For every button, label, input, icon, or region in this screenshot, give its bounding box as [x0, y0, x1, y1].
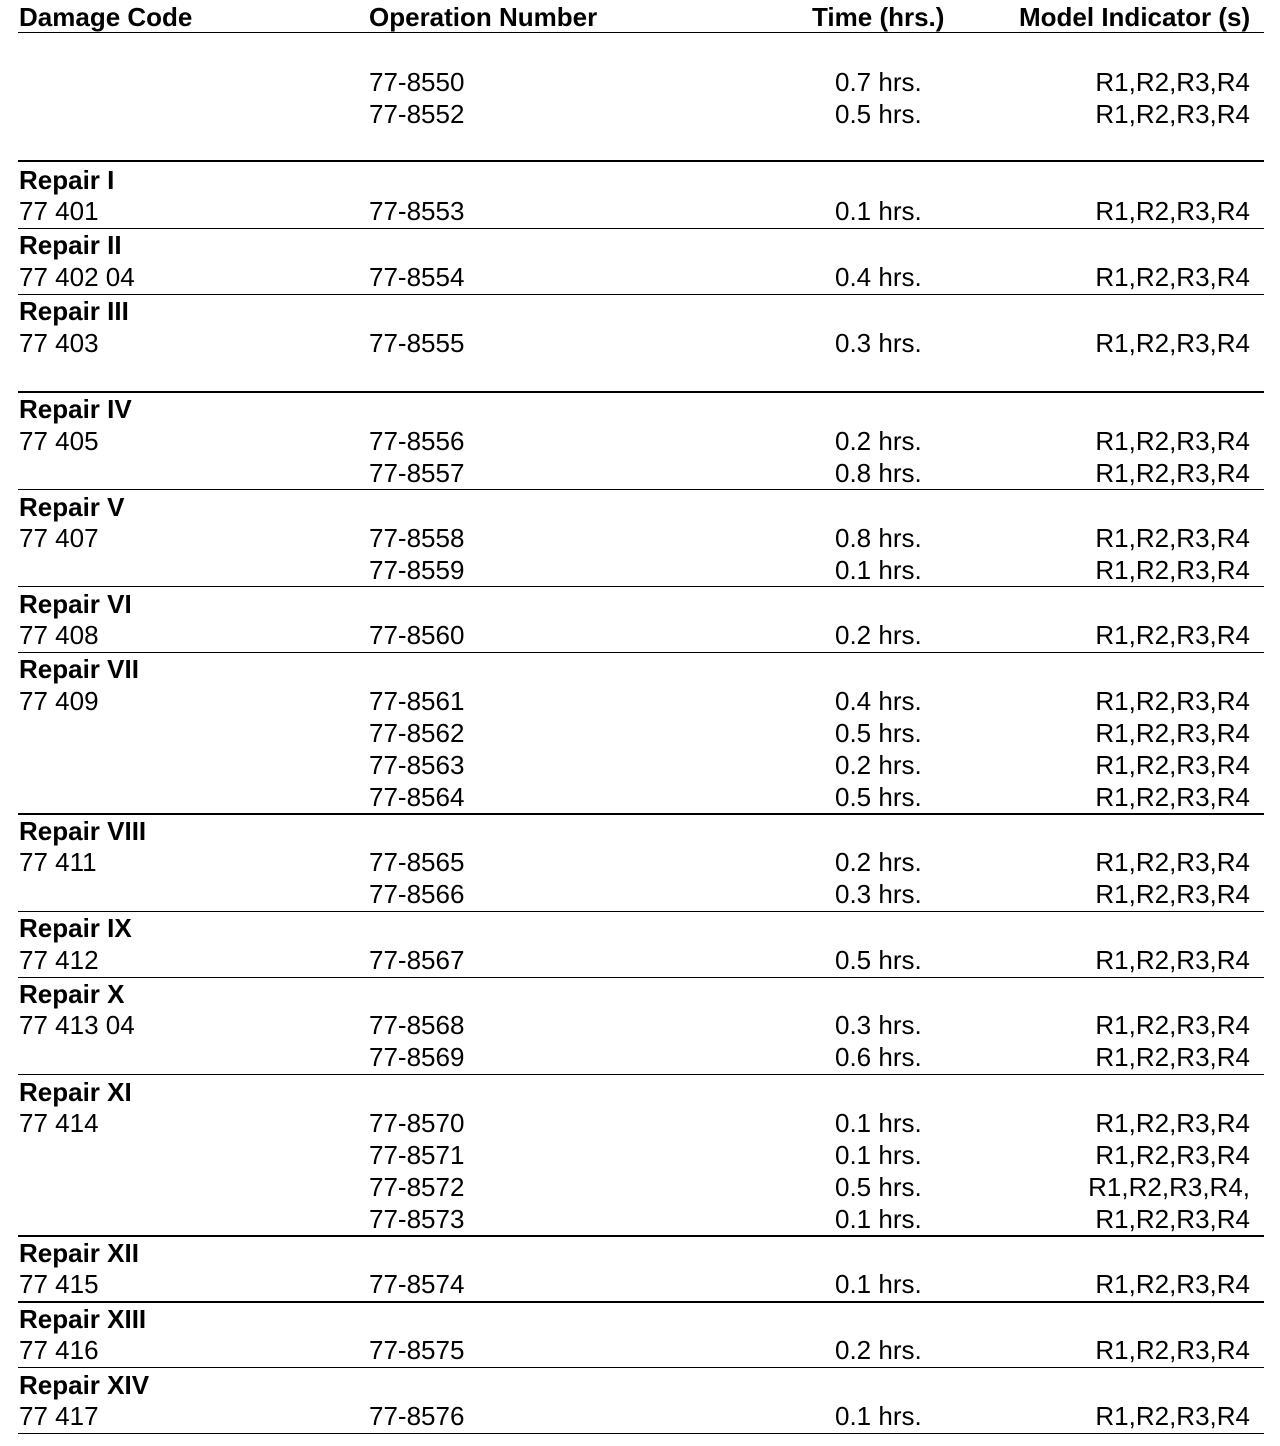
header-rule: [18, 32, 1264, 33]
operation-time: 0.4 hrs.: [835, 262, 922, 292]
operation-time: 0.2 hrs.: [835, 847, 922, 877]
operation-number: 77-8576: [369, 1401, 465, 1431]
model-indicator: R1,R2,R3,R4: [1095, 1010, 1250, 1040]
operation-number: 77-8558: [369, 523, 465, 553]
model-indicator: R1,R2,R3,R4: [1095, 196, 1250, 226]
operation-time: 0.2 hrs.: [835, 750, 922, 780]
operation-number: 77-8565: [369, 847, 465, 877]
operation-time: 0.3 hrs.: [835, 1010, 922, 1040]
operation-number: 77-8572: [369, 1172, 465, 1202]
repair-title: Repair IX: [19, 913, 132, 943]
model-indicator: R1,R2,R3,R4: [1095, 1401, 1250, 1431]
model-indicator: R1,R2,R3,R4: [1095, 262, 1250, 292]
operation-number: 77-8563: [369, 750, 465, 780]
group-divider: [18, 1074, 1264, 1075]
operation-time: 0.4 hrs.: [835, 686, 922, 716]
operation-number: 77-8568: [369, 1010, 465, 1040]
operation-number: 77-8552: [369, 99, 465, 129]
model-indicator: R1,R2,R3,R4: [1095, 328, 1250, 358]
model-indicator: R1,R2,R3,R4: [1095, 1335, 1250, 1365]
model-indicator: R1,R2,R3,R4: [1095, 620, 1250, 650]
group-divider: [18, 652, 1264, 653]
operation-time: 0.3 hrs.: [835, 879, 922, 909]
repair-title: Repair VII: [19, 654, 139, 684]
group-divider: [18, 1301, 1264, 1303]
group-divider: [18, 489, 1264, 490]
model-indicator: R1,R2,R3,R4: [1095, 1140, 1250, 1170]
damage-code: 77 405: [19, 426, 99, 456]
header-model-indicator: Model Indicator (s): [1019, 2, 1251, 32]
group-divider: [18, 228, 1264, 229]
operation-number: 77-8550: [369, 67, 465, 97]
operation-number: 77-8556: [369, 426, 465, 456]
model-indicator: R1,R2,R3,R4: [1095, 879, 1250, 909]
model-indicator: R1,R2,R3,R4: [1095, 523, 1250, 553]
repair-title: Repair XII: [19, 1238, 139, 1268]
repair-title: Repair V: [19, 492, 125, 522]
group-divider: [18, 813, 1264, 815]
operation-number: 77-8566: [369, 879, 465, 909]
damage-code: 77 408: [19, 620, 99, 650]
operation-number: 77-8569: [369, 1042, 465, 1072]
operation-number: 77-8561: [369, 686, 465, 716]
operation-time: 0.1 hrs.: [835, 1204, 922, 1234]
repair-title: Repair XI: [19, 1077, 132, 1107]
model-indicator: R1,R2,R3,R4: [1095, 750, 1250, 780]
damage-code: 77 407: [19, 523, 99, 553]
damage-code: 77 414: [19, 1108, 99, 1138]
operation-number: 77-8574: [369, 1269, 465, 1299]
operation-time: 0.2 hrs.: [835, 620, 922, 650]
model-indicator: R1,R2,R3,R4: [1095, 458, 1250, 488]
operation-time: 0.1 hrs.: [835, 196, 922, 226]
operation-time: 0.5 hrs.: [835, 945, 922, 975]
damage-code: 77 413 04: [19, 1010, 135, 1040]
operation-number: 77-8564: [369, 782, 465, 812]
group-divider: [18, 977, 1264, 978]
operation-number: 77-8567: [369, 945, 465, 975]
header-time: Time (hrs.): [812, 2, 945, 32]
group-divider: [18, 160, 1264, 162]
group-divider: [18, 1235, 1264, 1237]
model-indicator: R1,R2,R3,R4: [1095, 555, 1250, 585]
operation-time: 0.5 hrs.: [835, 718, 922, 748]
operation-number: 77-8553: [369, 196, 465, 226]
operation-time: 0.1 hrs.: [835, 555, 922, 585]
damage-code: 77 412: [19, 945, 99, 975]
header-operation-number: Operation Number: [369, 2, 598, 32]
repair-title: Repair VIII: [19, 816, 147, 846]
model-indicator: R1,R2,R3,R4: [1095, 99, 1250, 129]
operation-number: 77-8571: [369, 1140, 465, 1170]
operation-time: 0.7 hrs.: [835, 67, 922, 97]
operation-number: 77-8555: [369, 328, 465, 358]
operation-number: 77-8559: [369, 555, 465, 585]
model-indicator: R1,R2,R3,R4: [1095, 718, 1250, 748]
damage-code: 77 411: [19, 847, 97, 877]
group-divider: [18, 391, 1264, 393]
operation-time: 0.5 hrs.: [835, 99, 922, 129]
operation-time: 0.2 hrs.: [835, 1335, 922, 1365]
model-indicator: R1,R2,R3,R4: [1095, 782, 1250, 812]
repair-title: Repair XIII: [19, 1304, 147, 1334]
group-divider: [18, 294, 1264, 295]
model-indicator: R1,R2,R3,R4: [1095, 426, 1250, 456]
operation-time: 0.1 hrs.: [835, 1108, 922, 1138]
damage-code: 77 403: [19, 328, 99, 358]
operation-number: 77-8554: [369, 262, 465, 292]
model-indicator: R1,R2,R3,R4: [1095, 1108, 1250, 1138]
group-divider: [18, 911, 1264, 912]
operation-time: 0.1 hrs.: [835, 1140, 922, 1170]
damage-code: 77 416: [19, 1335, 99, 1365]
operation-time: 0.6 hrs.: [835, 1042, 922, 1072]
damage-code: 77 401: [19, 196, 99, 226]
model-indicator: R1,R2,R3,R4: [1095, 1269, 1250, 1299]
operation-number: 77-8557: [369, 458, 465, 488]
model-indicator: R1,R2,R3,R4: [1095, 686, 1250, 716]
repair-title: Repair XIV: [19, 1370, 150, 1400]
repair-title: Repair III: [19, 296, 129, 326]
operation-time: 0.3 hrs.: [835, 328, 922, 358]
group-divider: [18, 1433, 1264, 1434]
operation-number: 77-8575: [369, 1335, 465, 1365]
operation-time: 0.1 hrs.: [835, 1401, 922, 1431]
operation-time: 0.8 hrs.: [835, 458, 922, 488]
model-indicator: R1,R2,R3,R4: [1095, 847, 1250, 877]
operation-number: 77-8562: [369, 718, 465, 748]
operation-time: 0.2 hrs.: [835, 426, 922, 456]
operation-time: 0.8 hrs.: [835, 523, 922, 553]
damage-code: 77 415: [19, 1269, 99, 1299]
repair-title: Repair X: [19, 979, 125, 1009]
model-indicator: R1,R2,R3,R4: [1095, 67, 1250, 97]
group-divider: [18, 586, 1264, 587]
operation-time: 0.5 hrs.: [835, 782, 922, 812]
operation-number: 77-8570: [369, 1108, 465, 1138]
operation-time: 0.5 hrs.: [835, 1172, 922, 1202]
repair-title: Repair II: [19, 230, 122, 260]
damage-code: 77 417: [19, 1401, 99, 1431]
operation-number: 77-8573: [369, 1204, 465, 1234]
damage-code: 77 402 04: [19, 262, 135, 292]
model-indicator: R1,R2,R3,R4: [1095, 945, 1250, 975]
damage-code: 77 409: [19, 686, 99, 716]
model-indicator: R1,R2,R3,R4,: [1088, 1172, 1250, 1202]
header-damage-code: Damage Code: [19, 2, 193, 32]
model-indicator: R1,R2,R3,R4: [1095, 1204, 1250, 1234]
repair-title: Repair IV: [19, 394, 132, 424]
operation-time: 0.1 hrs.: [835, 1269, 922, 1299]
group-divider: [18, 1367, 1264, 1368]
repair-title: Repair I: [19, 165, 115, 195]
operation-number: 77-8560: [369, 620, 465, 650]
model-indicator: R1,R2,R3,R4: [1095, 1042, 1250, 1072]
repair-title: Repair VI: [19, 589, 132, 619]
